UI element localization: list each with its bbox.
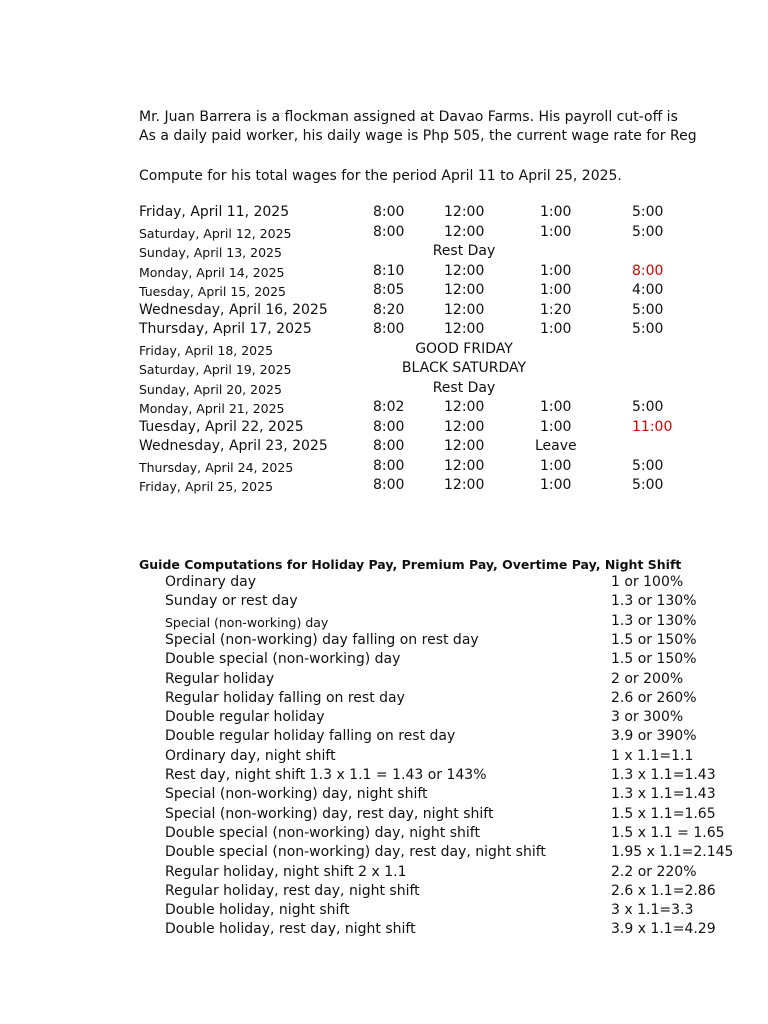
guide-value: 3.9 x 1.1=4.29 bbox=[611, 921, 716, 938]
time-out-pm: 5:00 bbox=[632, 399, 664, 415]
intro-paragraph bbox=[139, 108, 697, 146]
guide-row bbox=[0, 902, 768, 921]
guide-value: 1.5 x 1.1=1.65 bbox=[611, 805, 716, 822]
time-in-am: 8:00 bbox=[373, 204, 405, 220]
guide-value: 2.2 or 220% bbox=[611, 863, 697, 880]
schedule-row bbox=[0, 204, 768, 224]
intro-line-1: Mr. Juan Barrera is a flockman assigned at Davao Farms. His payroll cut-off is bbox=[139, 109, 678, 125]
schedule-date: Monday, April 21, 2025 bbox=[139, 401, 285, 416]
schedule-row bbox=[0, 263, 768, 283]
guide-label: Regular holiday, night shift 2 x 1.1 bbox=[165, 863, 407, 880]
time-in-pm: 1:00 bbox=[540, 223, 572, 240]
guide-row bbox=[0, 728, 768, 747]
guide-label: Special (non-working) day, night shift bbox=[165, 786, 428, 803]
guide-label: Special (non-working) day falling on rest day bbox=[165, 631, 479, 648]
guide-row bbox=[0, 593, 768, 612]
guide-row bbox=[0, 806, 768, 825]
time-in-am: 8:00 bbox=[373, 438, 405, 454]
time-out-am: 12:00 bbox=[444, 457, 485, 474]
time-out-am: 12:00 bbox=[444, 204, 485, 220]
guide-row bbox=[0, 632, 768, 651]
guide-row bbox=[0, 651, 768, 670]
guide-value: 3 x 1.1=3.3 bbox=[611, 902, 694, 919]
guide-label: Double holiday, rest day, night shift bbox=[165, 921, 416, 938]
guide-label: Ordinary day, night shift bbox=[165, 747, 336, 764]
schedule-date: Saturday, April 12, 2025 bbox=[139, 225, 292, 241]
schedule-row bbox=[0, 302, 768, 322]
guide-value: 1 x 1.1=1.1 bbox=[611, 747, 694, 764]
guide-value: 1.5 or 150% bbox=[611, 651, 697, 668]
guide-row bbox=[0, 671, 768, 690]
guide-label: Double regular holiday falling on rest day bbox=[165, 728, 456, 745]
time-out-pm: 5:00 bbox=[632, 477, 664, 493]
guide-value: 1.95 x 1.1=2.145 bbox=[611, 844, 734, 861]
guide-value: 2.6 or 260% bbox=[611, 689, 697, 706]
guide-label: Sunday or rest day bbox=[165, 593, 298, 610]
time-out-pm: 8:00 bbox=[632, 262, 664, 279]
time-out-am: 12:00 bbox=[444, 262, 485, 279]
time-in-pm: 1:00 bbox=[540, 321, 572, 337]
time-out-pm: 5:00 bbox=[632, 457, 664, 474]
schedule-date: Sunday, April 20, 2025 bbox=[139, 381, 282, 397]
schedule-row bbox=[0, 321, 768, 341]
schedule-date: Monday, April 14, 2025 bbox=[139, 264, 285, 280]
guide-label: Double special (non-working) day, night shift bbox=[165, 824, 480, 841]
time-in-pm: 1:00 bbox=[540, 457, 572, 474]
guide-value: 3.9 or 390% bbox=[611, 728, 697, 745]
time-in-am: 8:00 bbox=[373, 457, 405, 474]
compute-instruction: Compute for his total wages for the period April 11 to April 25, 2025. bbox=[139, 168, 622, 184]
time-in-pm: 1:00 bbox=[540, 399, 572, 415]
guide-row bbox=[0, 883, 768, 902]
schedule-date: Thursday, April 17, 2025 bbox=[139, 321, 312, 337]
guide-row bbox=[0, 613, 768, 632]
time-out-am: 12:00 bbox=[444, 418, 485, 435]
time-in-pm: 1:20 bbox=[540, 301, 572, 318]
schedule-note: Rest Day bbox=[432, 243, 496, 259]
guide-row bbox=[0, 786, 768, 805]
schedule-row bbox=[0, 458, 768, 478]
guide-value: 1.5 or 150% bbox=[611, 631, 697, 648]
schedule-date: Friday, April 25, 2025 bbox=[139, 479, 274, 494]
schedule-date: Sunday, April 13, 2025 bbox=[139, 245, 282, 260]
schedule-note: BLACK SATURDAY bbox=[401, 360, 527, 376]
guide-label: Double special (non-working) day, rest day, night shift bbox=[165, 844, 546, 861]
guide-value: 1.3 x 1.1=1.43 bbox=[611, 786, 716, 803]
time-in-pm: 1:00 bbox=[540, 418, 572, 435]
guide-label: Ordinary day bbox=[165, 574, 256, 590]
guide-row bbox=[0, 574, 768, 593]
guide-label: Special (non-working) day bbox=[165, 614, 329, 630]
guide-row bbox=[0, 709, 768, 728]
guide-value: 2.6 x 1.1=2.86 bbox=[611, 882, 716, 899]
schedule-date: Wednesday, April 23, 2025 bbox=[139, 438, 328, 454]
guide-value: 1.5 x 1.1 = 1.65 bbox=[611, 824, 725, 841]
guide-row bbox=[0, 864, 768, 883]
time-out-pm: 4:00 bbox=[632, 282, 664, 298]
guide-row bbox=[0, 844, 768, 863]
time-out-pm: 5:00 bbox=[632, 223, 664, 240]
time-in-am: 8:05 bbox=[373, 282, 405, 298]
time-in-pm: 1:00 bbox=[540, 477, 572, 493]
guide-label: Regular holiday bbox=[165, 670, 275, 687]
guide-row bbox=[0, 767, 768, 786]
time-out-am: 12:00 bbox=[444, 282, 485, 298]
time-in-am: 8:20 bbox=[373, 301, 405, 318]
schedule-date: Wednesday, April 16, 2025 bbox=[139, 301, 328, 318]
schedule-row bbox=[0, 224, 768, 244]
schedule-note: GOOD FRIDAY bbox=[415, 340, 513, 357]
schedule-row bbox=[0, 419, 768, 439]
guide-row bbox=[0, 748, 768, 767]
guide-value: 1.3 x 1.1=1.43 bbox=[611, 767, 716, 783]
guide-value: 3 or 300% bbox=[611, 709, 684, 726]
time-out-am: 12:00 bbox=[444, 477, 485, 493]
time-in-am: 8:00 bbox=[373, 223, 405, 240]
schedule-date: Friday, April 18, 2025 bbox=[139, 342, 274, 358]
time-out-pm: 5:00 bbox=[632, 204, 664, 220]
time-in-pm: 1:00 bbox=[540, 204, 572, 220]
schedule-row bbox=[0, 360, 768, 380]
schedule-date: Saturday, April 19, 2025 bbox=[139, 362, 292, 377]
guide-label: Double holiday, night shift bbox=[165, 902, 350, 919]
schedule-row bbox=[0, 243, 768, 263]
time-in-am: 8:00 bbox=[373, 321, 405, 337]
schedule-date: Tuesday, April 22, 2025 bbox=[139, 418, 304, 435]
schedule-row bbox=[0, 380, 768, 400]
schedule-row bbox=[0, 477, 768, 497]
guide-value: 1.3 or 130% bbox=[611, 593, 697, 610]
guide-row bbox=[0, 921, 768, 940]
time-in-am: 8:00 bbox=[373, 477, 405, 493]
guide-label: Double special (non-working) day bbox=[165, 651, 401, 668]
guide-row bbox=[0, 825, 768, 844]
guide-label: Rest day, night shift 1.3 x 1.1 = 1.43 or 143% bbox=[165, 767, 487, 783]
schedule-date: Friday, April 11, 2025 bbox=[139, 204, 290, 220]
time-in-pm: 1:00 bbox=[540, 262, 572, 279]
guide-value: 1.3 or 130% bbox=[611, 612, 697, 629]
guide-label: Special (non-working) day, rest day, night shift bbox=[165, 805, 494, 822]
guide-row bbox=[0, 690, 768, 709]
time-out-pm: 11:00 bbox=[632, 418, 673, 435]
time-in-pm: 1:00 bbox=[540, 282, 572, 298]
schedule-row bbox=[0, 399, 768, 419]
time-out-pm: 5:00 bbox=[632, 321, 664, 337]
schedule-note: Rest Day bbox=[432, 379, 496, 396]
time-out-am: 12:00 bbox=[444, 399, 485, 415]
guide-label: Regular holiday, rest day, night shift bbox=[165, 882, 420, 899]
schedule-row bbox=[0, 438, 768, 458]
time-out-am: 12:00 bbox=[444, 438, 485, 454]
time-out-am: 12:00 bbox=[444, 301, 485, 318]
guide-label: Regular holiday falling on rest day bbox=[165, 689, 405, 706]
guide-value: 2 or 200% bbox=[611, 670, 684, 687]
time-out-pm: 5:00 bbox=[632, 301, 664, 318]
schedule-date: Thursday, April 24, 2025 bbox=[139, 459, 294, 475]
time-in-am: 8:02 bbox=[373, 399, 405, 415]
intro-line-2: As a daily paid worker, his daily wage is Php 505, the current wage rate for Reg bbox=[139, 128, 697, 144]
guide-value: 1 or 100% bbox=[611, 574, 684, 590]
leave-note: Leave bbox=[535, 438, 577, 454]
time-out-am: 12:00 bbox=[444, 321, 485, 337]
schedule-row bbox=[0, 282, 768, 302]
time-in-am: 8:10 bbox=[373, 262, 405, 279]
guide-title: Guide Computations for Holiday Pay, Premium Pay, Overtime Pay, Night Shift bbox=[139, 557, 682, 572]
schedule-row bbox=[0, 341, 768, 361]
time-out-am: 12:00 bbox=[444, 223, 485, 240]
guide-label: Double regular holiday bbox=[165, 709, 325, 726]
time-in-am: 8:00 bbox=[373, 418, 405, 435]
schedule-date: Tuesday, April 15, 2025 bbox=[139, 284, 287, 299]
